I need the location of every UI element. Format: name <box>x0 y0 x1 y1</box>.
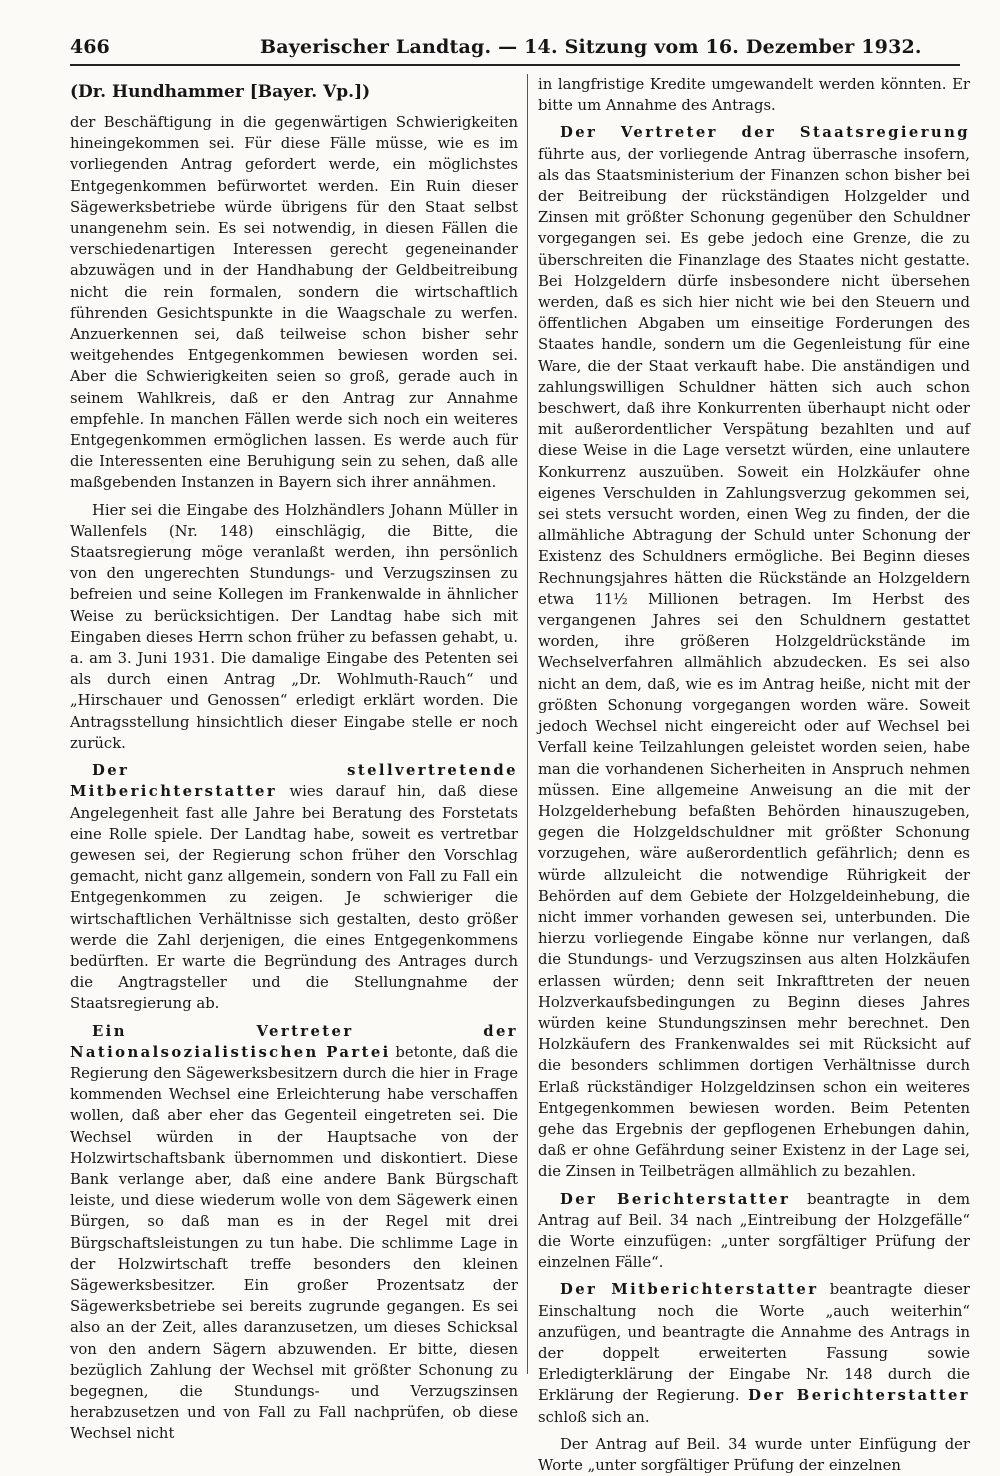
speaker-name: Der Vertreter der Staatsregierung <box>560 124 970 142</box>
paragraph-text: wies darauf hin, daß diese Angelegenheit fast alle Jahre bei Beratung des Forstetats eine Rolle spiele. Der Landtag habe, soweit es vertretbar gewesen sei, der Regierung schon früher den Vorschlag gemacht, nicht ganz allgemein, sondern von Fall zu Fall ein Entgegenkommen zu zeigen. Je schwieriger die wirtschaftlichen Verhältnisse sich gestalten, desto größer werde die Zahl derjenigen, die eines Entgegenkommens bedürften. Er warte die Begründung des Antrages durch die Angtragsteller und die Stellungnahme der Staatsregierung ab. <box>70 783 518 1013</box>
speaker-name: Der Berichterstatter <box>560 1190 791 1208</box>
paragraph <box>538 1189 970 1274</box>
paragraph-text: betonte, daß die Regierung den Sägewerksbesitzern durch die hier in Frage kommenden Wechsel eine Erleichterung habe verschaffen wollen, daß aber eher das Gegenteil eingetreten sei. Die Wechsel würden in der Hauptsache von der Holzwirtschaftsbank übernommen und diskontiert. Diese Bank verlange aber, daß eine andere Bank Bürgschaft leiste, und diese wiederum wolle von dem Sägewerk einen Bürgen, so daß man es in der Regel mit drei Bürgschaftsleistungen zu tun habe. Die schlimme Lage in der Holzwirtschaft treffe besonders den kleinen Sägewerksbesitzer. Ein großer Prozentsatz der Sägewerksbetriebe sei bereits zugrunde gegangen. Es sei also an der Zeit, alles daranzusetzen, um dieses Schicksal von den andern Sägern abzuwenden. Er bitte, diesen bezüglich Zahlung der Wechsel mit größter Schonung zu begegnen, die Stundungs- und Verzugszinsen herabzusetzen und von Fall zu Fall nachprüfen, ob diese Wechsel nicht <box>70 1043 518 1443</box>
paragraph-text: beantragte in dem Antrag auf Beil. 34 nach „Eintreibung der Holzgefälle“ die Worte einzufügen: „unter sorgfältiger Prüfung der einzelnen Fälle“. <box>538 1190 970 1272</box>
running-title: Bayerischer Landtag. — 14. Sitzung vom 16. Dezember 1932. <box>260 36 922 58</box>
right-column <box>538 74 970 1474</box>
paragraph <box>538 1279 970 1427</box>
paragraph <box>538 122 970 1182</box>
paragraph-text: führte aus, der vorliegende Antrag überrasche insofern, als das Staatsministerium der Finanzen schon bisher bei der Beitreibung der rückständigen Holzgelder und Zinsen mit größter Schonung gegenüber den Schuldner vorgegangen sei. Es gebe jedoch eine Grenze, die zu überschreiten die Finanzlage des Staates nicht gestatte. Bei Holzgeldern dürfe insbesondere nicht übersehen werden, daß es sich hier nicht wie bei den Steuern und öffentlichen Abgaben um einseitige Forderungen des Staates handle, sondern um die Gegenleistung für eine Ware, die der Staat verkauft habe. Die anständigen und zahlungswilligen Schuldner hätten sich auch schon beschwert, daß ihre Konkurrenten überhaupt nicht oder mit außerordentlicher Verspätung bezahlten und auf diese Weise in die Lage versetzt würden, eine unlautere Konkurrenz auszuüben. Soweit ein Holzkäufer ohne eigenes Verschulden in Zahlungsverzug gekommen sei, sei stets versucht worden, einen Weg zu finden, der die allmähliche Abtragung der Schuld unter Schonung der Existenz des Schuldners ermögliche. Bei Beginn dieses Rechnungsjahres hätten die Rückstände an Holzgeldern etwa 11½ Millionen betragen. Im Herbst des vergangenen Jahres sei den Schuldnern gestattet worden, ihre größeren Holzgeldrückstände im Wechselverfahren allmählich abzudecken. Es sei also nicht an dem, daß, wie es im Antrag heiße, nicht mit der größten Schonung vorgegangen worden wäre. Soweit jedoch Wechsel nicht eingereicht oder auf Wechsel bei Verfall keine Teilzahlungen geleistet worden seien, habe man die vorhandenen Sicherheiten in Anspruch nehmen müssen. Eine allgemeine Anweisung an die mit der Holzgelderhebung befaßten Behörden hinauszugeben, gegen die Holzgeldschuldner mit größter Schonung vorzugehen, wäre außerordentlich gefährlich; denn es würde allzuleicht die notwendige Rührigkeit der Behörden auf dem Gebiete der Holzgeldeinhebung, die nicht immer vorhanden gewesen sei, unterbunden. Die hierzu vorliegende Eingabe könne nur verlangen, daß die Stundungs- und Verzugszinsen aus alten Holzkäufen erlassen würden; denn seit Inkrafttreten der neuen Holzverkaufsbedingungen zu Beginn dieses Jahres würden keine Stundungszinsen mehr berechnet. Den Holzkäufern des Frankenwaldes sei mit Rücksicht auf die besonders schlimmen dortigen Verhältnisse durch Erlaß rückständiger Holzgeldzinsen schon ein weiteres Entgegenkommen bewiesen worden. Beim Petenten gehe das Ergebnis der gepflogenen Erhebungen dahin, daß er ohne Gefährdung seiner Existenz in der Lage sei, die Zinsen in Teilbeträgen allmählich zu bezahlen. <box>538 145 970 1181</box>
paragraph: Der Antrag auf Beil. 34 wurde unter Einfügung der Worte „unter sorgfältiger Prüfung der einzelnen <box>538 1435 970 1474</box>
speaker-name: Ein Vertreter der Nationalsozialistischen Partei <box>70 1022 518 1061</box>
column-divider <box>527 74 528 1374</box>
paragraph: in langfristige Kredite umgewandelt werden könnten. Er bitte um Annahme des Antrags. <box>538 76 970 115</box>
speaker-name: Der stellvertretende Mitberichterstatter <box>70 762 518 801</box>
paragraph <box>70 1021 518 1445</box>
page-number: 466 <box>70 36 110 58</box>
speaker-heading: (Dr. Hundhammer [Bayer. Vp.]) <box>70 82 371 102</box>
paragraph <box>70 760 518 1014</box>
paragraph-text: beantragte dieser Einschaltung noch die Worte „auch weiterhin“ anzufügen, und beantragte die Annahme des Antrags in der doppelt erweiterten Fassung sowie Erledigterklärung der Eingabe Nr. 148 durch die Erklärung der Regierung. <box>538 1281 970 1405</box>
speaker-name: Der Berichterstatter <box>748 1387 970 1405</box>
left-column <box>70 74 518 1443</box>
page-header <box>70 34 960 64</box>
paragraph: der Beschäftigung in die gegenwärtigen Schwierigkeiten hineingekommen sei. Für diese Fälle müsse, wie es im vorliegenden Antrag gefordert werde, ein möglichstes Entgegenkommen befürwortet werden. Ein Ruin dieser Sägewerksbetriebe würde übrigens für den Staat selbst unangenehm sein. Es sei notwendig, in diesen Fällen die verschiedenartigen Interessen gerecht gegeneinander abzuwägen und in der Handhabung der Geldbeitreibung nicht die rein formalen, sondern die wirtschaftlich führenden Gesichtspunkte in die Waagschale zu werfen. Anzuerkennen sei, daß teilweise schon bisher sehr weitgehendes Entgegenkommen bewiesen worden sei. Aber die Schwierigkeiten seien so groß, gerade auch in seinem Wahlkreis, daß er den Antrag zur Annahme empfehle. In manchen Fällen werde sich noch ein weiteres Entgegenkommen ermöglichen lassen. Es werde auch für die Interessenten eine Beruhigung sein zu sehen, daß alle maßgebenden Instanzen in Bayern sich ihrer annähmen. <box>70 114 518 492</box>
paragraph: Hier sei die Eingabe des Holzhändlers Johann Müller in Wallenfels (Nr. 148) einschlägig, die Bitte, die Staatsregierung möge veranlaßt werden, ihn persönlich von den ungerechten Stundungs- und Verzugszinsen zu befreien und seine Kollegen im Frankenwalde in ähnlicher Weise zu berücksichtigen. Der Landtag habe sich mit Eingaben dieses Herrn schon früher zu befassen gehabt, u. a. am 3. Juni 1931. Die damalige Eingabe des Petenten sei als durch einen Antrag „Dr. Wohlmuth-Rauch“ und „Hirschauer und Genossen“ erledigt erklärt worden. Die Antragsstellung hinsichtlich dieser Eingabe stelle er noch zurück. <box>70 501 518 752</box>
paragraph-text: schloß sich an. <box>538 1408 650 1426</box>
header-rule <box>70 64 960 66</box>
speaker-name: Der Mitberichterstatter <box>560 1281 819 1299</box>
